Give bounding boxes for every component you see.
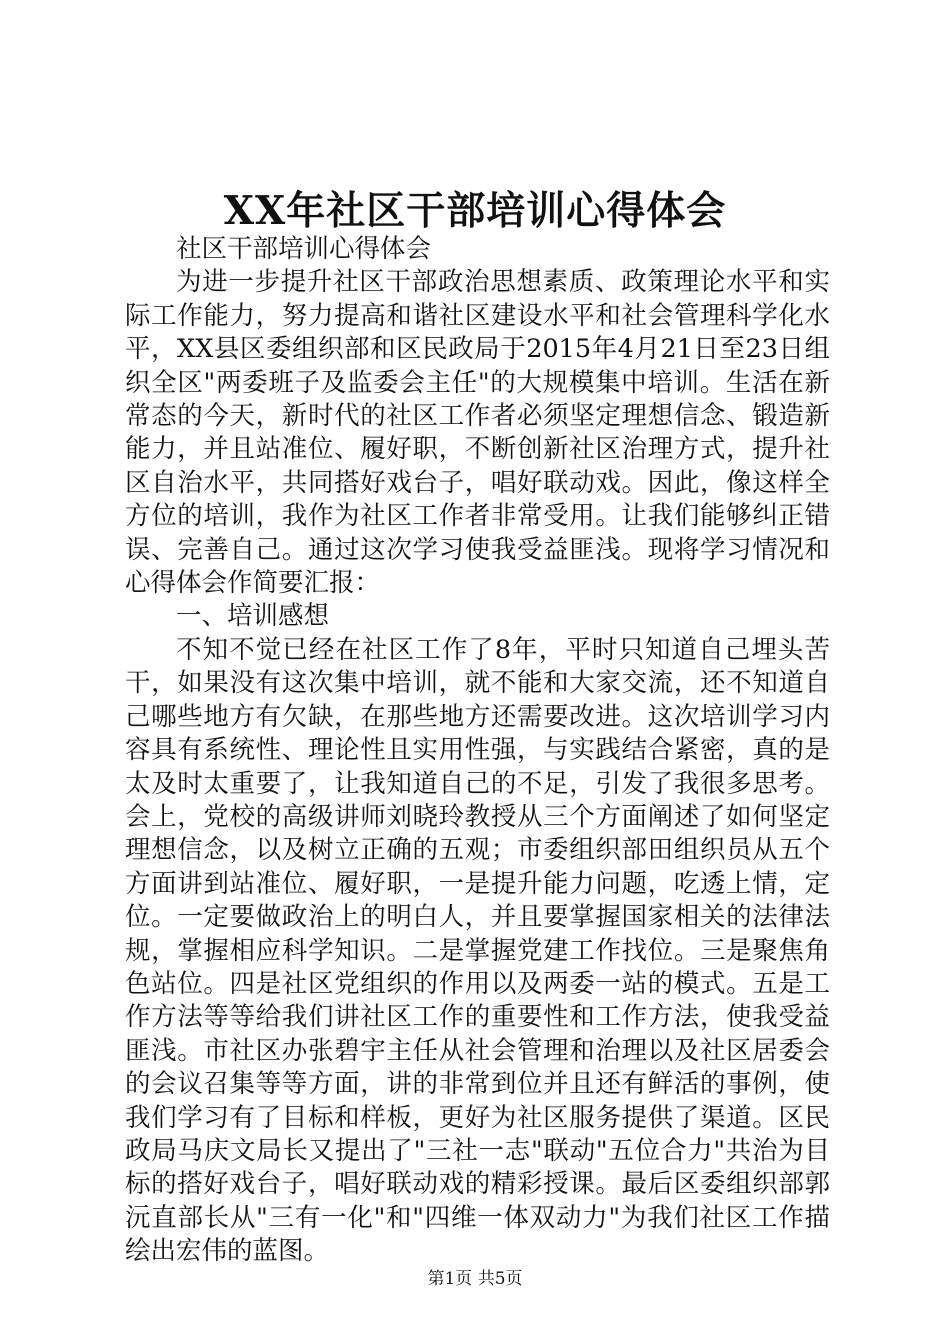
document-body	[125, 233, 830, 1269]
document-title: XX年社区干部培训心得体会	[223, 188, 727, 234]
section-paragraph: 不知不觉已经在社区工作了8年，平时只知道自己埋头苦干，如果没有这次集中培训，就不能和大家交流，还不知道自己哪些地方有欠缺，在那些地方还需要改进。这次培训学习内容具有系统性、理论性且实用性强，与实践结合紧密，真的是太及时太重要了，让我知道自己的不足，引发了我很多思考。会上，党校的高级讲师刘晓玲教授从三个方面阐述了如何坚定理想信念，以及树立正确的五观；市委组织部田组织员从五个方面讲到站准位、履好职，一是提升能力问题，吃透上情，定位。一定要做政治上的明白人，并且要掌握国家相关的法律法规，掌握相应科学知识。二是掌握党建工作找位。三是聚焦角色站位。四是社区党组织的作用以及两委一站的模式。五是工作方法等等给我们讲社区工作的重要性和工作方法，使我受益匪浅。市社区办张碧宇主任从社会管理和治理以及社区居委会的会议召集等等方面，讲的非常到位并且还有鲜活的事例，使我们学习有了目标和样板，更好为社区服务提供了渠道。区民政局马庆文局长又提出了"三社一志"联动"五位合力"共治为目标的搭好戏台子，唱好联动戏的精彩授课。最后区委组织部郭沅直部长从"三有一化"和"四维一体双动力"为我们社区工作描绘出宏伟的蓝图。	[125, 634, 830, 1267]
subtitle-paragraph: 社区干部培训心得体会	[176, 234, 432, 264]
section-heading: 一、培训感想	[176, 601, 330, 632]
intro-paragraph: 为进一步提升社区干部政治思想素质、政策理论水平和实际工作能力，努力提高和谐社区建设水平和社会管理科学化水平，XX县区委组织部和区民政局于2015年4月21日至23日组织全区"两委班子及监委会主任"的大规模集中培训。生活在新常态的今天，新时代的社区工作者必须坚定理想信念、锻造新能力，并且站准位、履好职，不断创新社区治理方式，提升社区自治水平，共同搭好戏台子，唱好联动戏。因此，像这样全方位的培训，我作为社区工作者非常受用。让我们能够纠正错误、完善自己。通过这次学习使我受益匪浅。现将学习情况和心得体会作简要汇报：	[125, 267, 830, 599]
page-footer: 第1页 共5页	[427, 1269, 523, 1289]
